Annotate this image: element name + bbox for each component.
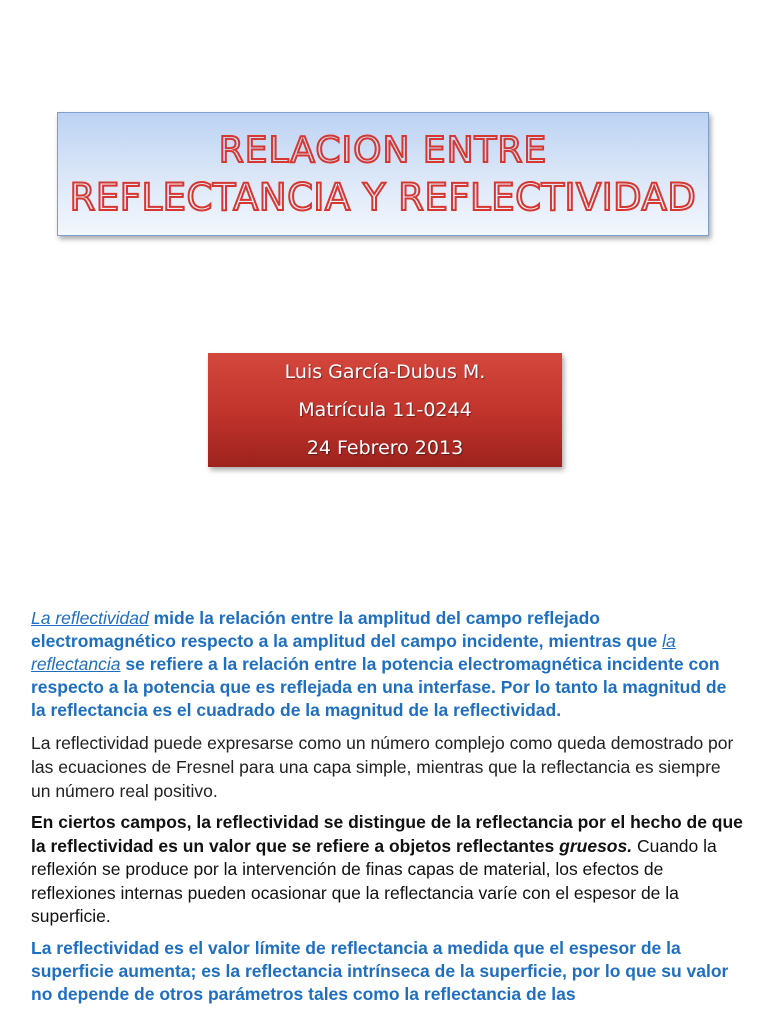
paragraph-definitions (31, 607, 743, 722)
author-matricula: Matrícula 11-0244 (298, 399, 472, 421)
p3-bold-text: En ciertos campos, la reflectividad se distingue de la reflectancia por el hecho de que la reflectividad es un valor que se refiere a objetos reflectantes (31, 812, 743, 856)
paragraph-limit-value: La reflectividad es el valor límite de reflectancia a medida que el espesor de la superficie aumenta; es la reflectancia intrínseca de la superficie, por lo que su valor no depende de otros parámetros tales como la reflectancia de las (31, 937, 729, 1004)
title-line-2: REFLECTANCIA Y REFLECTIVIDAD (69, 176, 697, 219)
author-date: 24 Febrero 2013 (306, 437, 464, 459)
paragraph-fields (31, 811, 743, 929)
p1-text-2: se refiere a la relación entre la potencia electromagnética incidente con respecto a la potencia que es reflejada en una interfase. Por lo tanto la magnitud de la reflectancia es el cuadrado de la magnitud de la reflectividad. (31, 654, 727, 720)
body-content (31, 607, 743, 1006)
term-reflectancia: la reflectancia (31, 631, 676, 674)
title-line-1: RELACION ENTRE (218, 130, 548, 171)
author-name: Luis García-Dubus M. (284, 361, 486, 383)
p3-rest-text: Cuando la reflexión se produce por la intervención de finas capas de material, los efectos de reflexiones internas pueden ocasionar que la reflectancia varíe con el espesor de la superficie. (31, 835, 717, 926)
title-box (57, 112, 709, 236)
p1-text-1: mide la relación entre la amplitud del campo reflejado electromagnético respecto a la amplitud del campo incidente, mientras que (31, 608, 663, 651)
paragraph-complex-number: La reflectividad puede expresarse como un número complejo como queda demostrado por las ecuaciones de Fresnel para una capa simple, mientras que la reflectancia es siempre un número real positivo. (31, 733, 734, 801)
term-reflectividad: La reflectividad (31, 608, 149, 628)
p3-italic-text: gruesos. (559, 835, 633, 856)
author-box (208, 353, 562, 467)
